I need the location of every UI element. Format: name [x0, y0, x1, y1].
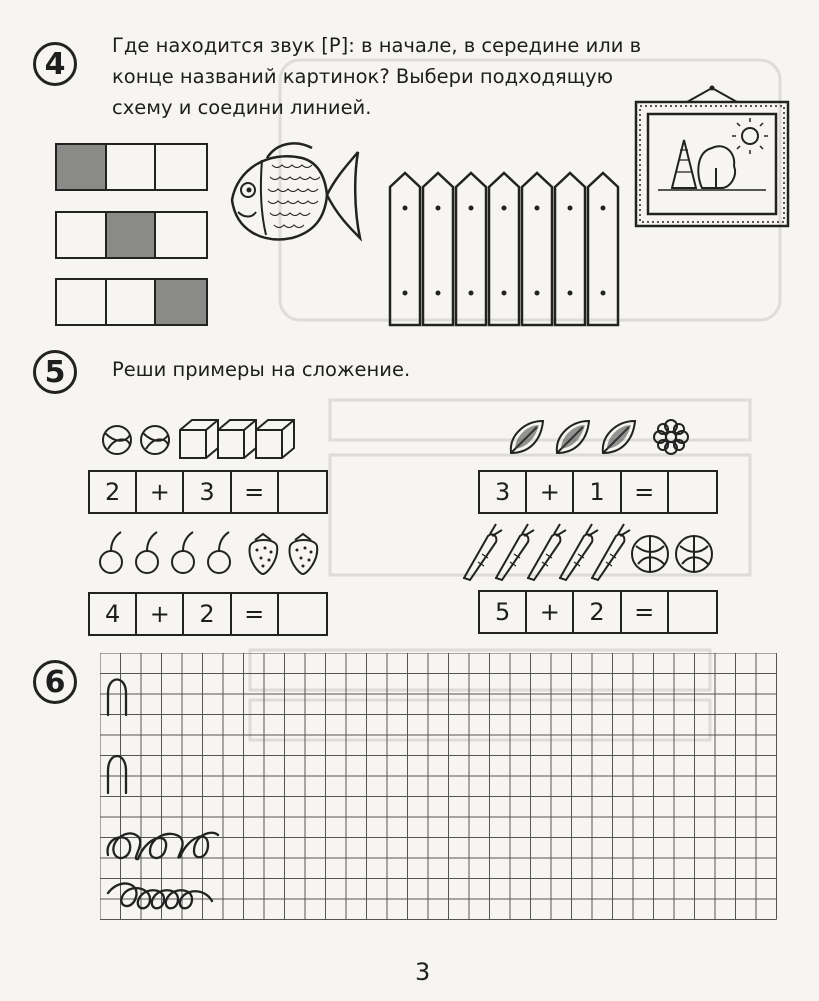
- scheme-sound-beginning[interactable]: [55, 143, 208, 191]
- task-4-line-2: конце названий картинок? Выбери подходящую: [112, 65, 614, 88]
- fish-picture[interactable]: [222, 140, 362, 250]
- example-2: [478, 470, 718, 514]
- example-2-a: 3: [480, 472, 527, 512]
- task-4-number-badge: [33, 42, 77, 86]
- example-3: [88, 592, 328, 636]
- scheme-cell: [156, 213, 206, 257]
- scheme-cell-filled: [57, 145, 107, 189]
- example-4-equals: =: [622, 592, 669, 632]
- scheme-cell: [57, 213, 107, 257]
- scheme-cell: [107, 145, 157, 189]
- cherries-and-strawberries-picture: [95, 528, 335, 578]
- example-2-equals: =: [622, 472, 669, 512]
- scheme-cell-filled: [156, 280, 206, 324]
- example-4-a: 5: [480, 592, 527, 632]
- task-5-number-badge: [33, 350, 77, 394]
- handwriting-patterns: [100, 665, 250, 935]
- scheme-cell: [156, 145, 206, 189]
- task-5-number: 5: [44, 354, 66, 390]
- carrots-and-cabbages-picture: [460, 522, 720, 582]
- task-4-instruction: [112, 30, 641, 123]
- example-1-answer-cell[interactable]: [279, 472, 326, 512]
- example-2-plus: +: [527, 472, 574, 512]
- task-4-number: 4: [44, 46, 66, 82]
- task-5-instruction: Реши примеры на сложение.: [112, 358, 411, 381]
- example-1-b: 3: [184, 472, 231, 512]
- example-3-a: 4: [90, 594, 137, 634]
- example-2-b: 1: [574, 472, 621, 512]
- framed-picture[interactable]: [632, 80, 792, 230]
- example-3-b: 2: [184, 594, 231, 634]
- task-4-line-3: схему и соедини линией.: [112, 96, 372, 119]
- example-4-answer-cell[interactable]: [669, 592, 716, 632]
- leaves-and-flower-picture: [505, 415, 705, 460]
- scheme-cell-filled: [107, 213, 157, 257]
- balls-and-cubes-picture: [100, 415, 320, 460]
- scheme-cell: [107, 280, 157, 324]
- example-3-equals: =: [232, 594, 279, 634]
- example-1: [88, 470, 328, 514]
- page-number: 3: [415, 958, 431, 986]
- example-1-plus: +: [137, 472, 184, 512]
- fence-picture[interactable]: [385, 165, 625, 330]
- scheme-sound-middle[interactable]: [55, 211, 208, 259]
- task-4-line-1: Где находится звук [Р]: в начале, в середине или в: [112, 34, 642, 57]
- example-3-answer-cell[interactable]: [279, 594, 326, 634]
- scheme-cell: [57, 280, 107, 324]
- example-3-plus: +: [137, 594, 184, 634]
- example-1-equals: =: [232, 472, 279, 512]
- task-6-number-badge: [33, 660, 77, 704]
- example-2-answer-cell[interactable]: [669, 472, 716, 512]
- scheme-sound-end[interactable]: [55, 278, 208, 326]
- example-4: [478, 590, 718, 634]
- task-6-number: 6: [44, 664, 66, 700]
- example-4-b: 2: [574, 592, 621, 632]
- example-4-plus: +: [527, 592, 574, 632]
- example-1-a: 2: [90, 472, 137, 512]
